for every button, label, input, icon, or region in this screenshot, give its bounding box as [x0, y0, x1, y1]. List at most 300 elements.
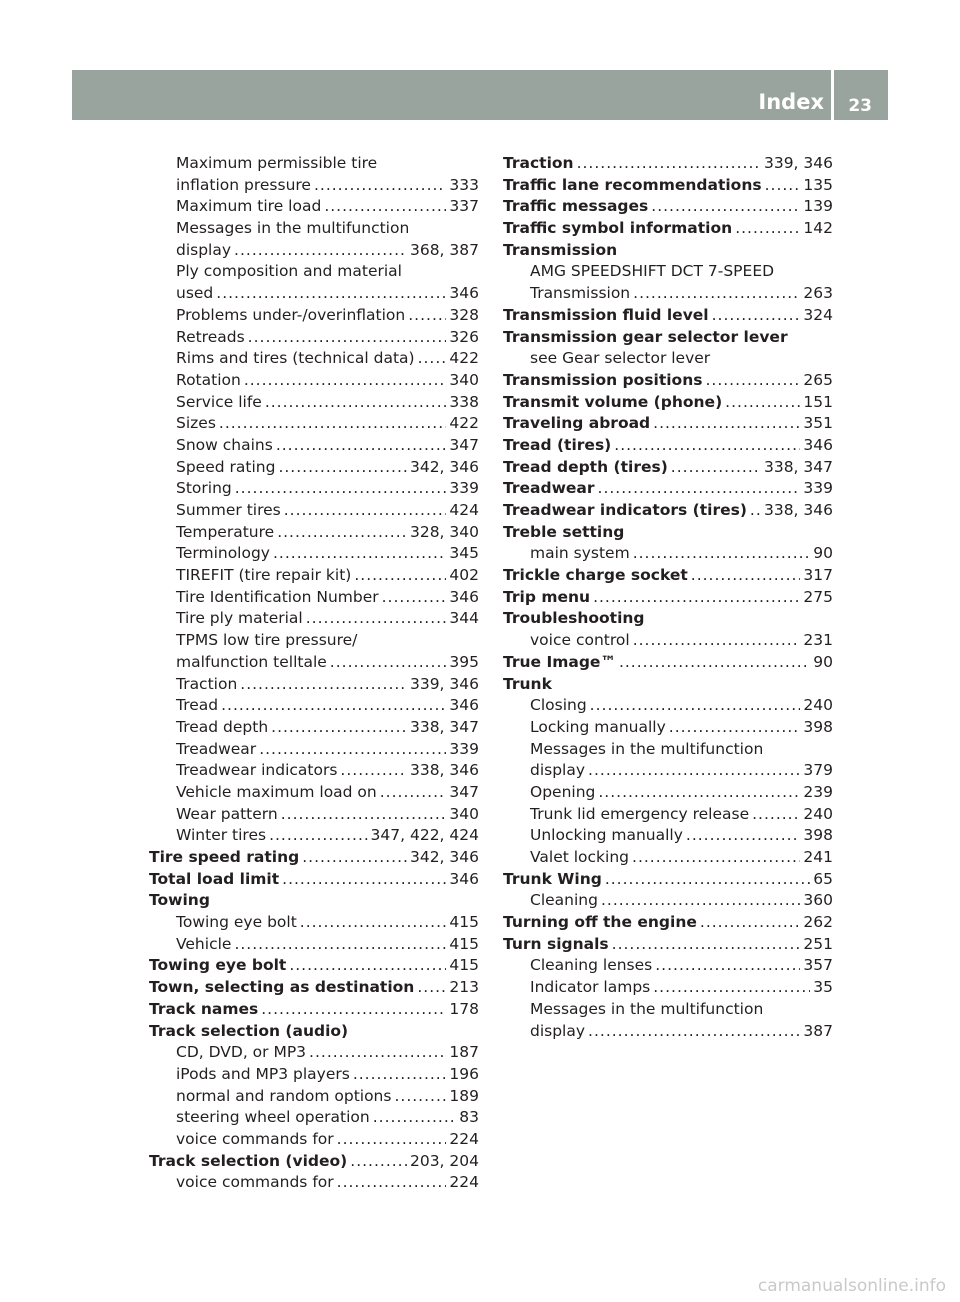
index-subentry [149, 392, 479, 414]
entry-page-ref: 241 [803, 848, 833, 866]
index-subentry [503, 977, 833, 999]
entry-label: Transmission [530, 284, 631, 303]
entry-label: Traffic messages [503, 197, 649, 216]
index-subentry [503, 890, 833, 912]
entry-label: Traction [503, 154, 574, 172]
entry-page-ref: 357 [803, 956, 833, 975]
entry-page-ref: 139 [803, 197, 833, 216]
entry-label: True Image™ [503, 652, 616, 671]
dot-leader [700, 912, 801, 934]
dot-leader [653, 413, 800, 435]
dot-leader [598, 478, 801, 500]
entry-label: Problems under-/overinflation [176, 305, 406, 324]
entry-label: Towing [149, 891, 210, 910]
dot-leader [281, 804, 447, 826]
index-entry [149, 890, 479, 912]
index-entry [503, 869, 833, 891]
index-subentry [149, 196, 479, 218]
entry-label: Valet locking [530, 848, 630, 866]
dot-leader [651, 196, 800, 218]
index-subentry [149, 305, 479, 327]
watermark: carmanualsonline.info [757, 1276, 946, 1296]
entry-page-ref: 263 [803, 284, 833, 303]
index-subentry [503, 283, 833, 305]
entry-label: Tread [176, 696, 219, 715]
entry-label: Tread depth (tires) [503, 457, 668, 476]
entry-page-ref: 240 [803, 804, 833, 823]
index-entry [503, 175, 833, 197]
index-entry [503, 565, 833, 587]
entry-label: Locking manually [530, 717, 666, 736]
index-entry [503, 500, 833, 522]
index-entry [149, 955, 479, 977]
entry-label: iPods and MP3 players [176, 1064, 350, 1083]
entry-page-ref: 187 [449, 1043, 479, 1062]
entry-page-ref: 178 [449, 999, 479, 1018]
entry-label: CD, DVD, or MP3 [176, 1043, 307, 1062]
dot-leader [752, 804, 800, 826]
entry-label: Traction [176, 674, 238, 693]
dot-leader [601, 890, 800, 912]
dot-leader [373, 1107, 457, 1129]
entry-label: Troubleshooting [503, 609, 645, 628]
index-subentry [149, 327, 479, 349]
entry-page-ref: 346 [449, 696, 479, 715]
index-subentry [149, 1042, 479, 1064]
index-subentry [149, 348, 479, 370]
entry-label: Messages in the multifunction [176, 219, 410, 238]
index-entry [149, 1021, 479, 1043]
dot-leader [289, 955, 446, 977]
dot-leader [669, 717, 801, 739]
entry-page-ref: 340 [449, 370, 479, 389]
entry-label: Rims and tires (technical data) [176, 349, 415, 368]
dot-leader [735, 218, 800, 240]
entry-page-ref: 422 [449, 349, 479, 368]
entry-page-ref: 189 [449, 1086, 479, 1105]
entry-page-ref: 351 [803, 414, 833, 433]
dot-leader [234, 240, 407, 262]
entry-label: Treadwear [176, 739, 257, 758]
entry-label: voice commands for [176, 1173, 334, 1192]
index-subentry [503, 999, 833, 1021]
index-entry [503, 218, 833, 240]
entry-label: Storing [176, 479, 232, 498]
entry-page-ref: 395 [449, 652, 479, 671]
index-entry [149, 977, 479, 999]
entry-label: Messages in the multifunction [530, 739, 764, 758]
entry-label: Traveling abroad [503, 414, 651, 433]
dot-leader [278, 457, 407, 479]
dot-leader [309, 1042, 446, 1064]
entry-page-ref: 342, 346 [409, 457, 479, 476]
entry-label: Unlocking manually [530, 826, 683, 845]
index-subentry [503, 695, 833, 717]
entry-label: Closing [530, 696, 587, 715]
entry-page-ref: 231 [803, 631, 833, 650]
dot-leader [261, 999, 446, 1021]
index-subentry [149, 1107, 479, 1129]
entry-label: Retreads [176, 327, 245, 346]
index-subentry [149, 522, 479, 544]
index-subentry [149, 804, 479, 826]
entry-label: Transmission [503, 240, 618, 259]
dot-leader [221, 695, 446, 717]
dot-leader [417, 977, 446, 999]
dot-leader [282, 869, 446, 891]
entry-page-ref: 326 [449, 327, 479, 346]
index-subentry [149, 674, 479, 696]
index-subentry [503, 955, 833, 977]
dot-leader [273, 543, 446, 565]
entry-page-ref: 275 [803, 587, 833, 606]
entry-label: Turning off the engine [503, 913, 697, 932]
index-subentry [503, 543, 833, 565]
dot-leader [324, 196, 446, 218]
entry-page-ref: 328, 340 [409, 522, 479, 541]
entry-label: used [176, 284, 214, 303]
dot-leader [614, 435, 800, 457]
dot-leader [598, 782, 800, 804]
entry-page-ref: 213 [449, 978, 479, 997]
entry-label: Trickle charge socket [503, 566, 688, 585]
dot-leader [686, 825, 801, 847]
entry-label: Cleaning lenses [530, 956, 653, 975]
entry-page-ref: 346 [449, 587, 479, 606]
entry-page-ref: 424 [449, 501, 479, 519]
entry-label: Cleaning [530, 891, 598, 910]
index-subentry [149, 825, 479, 847]
dot-leader [271, 717, 407, 739]
entry-label: Track names [149, 999, 259, 1018]
index-subentry [149, 717, 479, 739]
index-subentry [503, 1021, 833, 1043]
dot-leader [219, 413, 447, 435]
entry-label: malfunction telltale [176, 652, 327, 671]
section-title: Index [758, 90, 824, 114]
entry-page-ref: 340 [449, 804, 479, 823]
entry-label: Traffic lane recommendations [503, 175, 762, 194]
dot-leader [394, 1086, 446, 1108]
entry-label: main system [530, 544, 630, 563]
entry-page-ref: 317 [803, 566, 833, 585]
entry-label: Temperature [176, 522, 275, 541]
dot-leader [655, 955, 800, 977]
entry-page-ref: 224 [449, 1129, 479, 1148]
dot-leader [337, 1172, 447, 1194]
dot-leader [619, 652, 810, 674]
index-subentry [149, 218, 479, 240]
dot-leader [590, 695, 801, 717]
index-subentry [149, 782, 479, 804]
entry-page-ref: 339, 346 [409, 674, 479, 693]
index-subentry [149, 240, 479, 262]
index-entry [149, 1151, 479, 1173]
entry-page-ref: 333 [449, 175, 479, 194]
index-entry [503, 522, 833, 544]
header-divider [831, 70, 834, 120]
entry-label: see Gear selector lever [530, 349, 711, 368]
entry-page-ref: 346 [449, 284, 479, 303]
entry-label: Messages in the multifunction [530, 999, 764, 1018]
entry-page-ref: 338, 346 [409, 761, 479, 780]
dot-leader [750, 500, 761, 522]
index-subentry [149, 370, 479, 392]
index-subentry [149, 543, 479, 565]
dot-leader [691, 565, 801, 587]
entry-page-ref: 344 [449, 609, 479, 628]
index-entry [149, 847, 479, 869]
entry-page-ref: 338, 346 [763, 501, 833, 519]
entry-label: Opening [530, 782, 596, 801]
entry-label: Snow chains [176, 435, 273, 454]
dot-leader [765, 175, 801, 197]
entry-label: Vehicle [176, 934, 232, 953]
entry-label: Service life [176, 392, 262, 411]
entry-label: Trunk [503, 674, 552, 693]
dot-leader [265, 392, 447, 414]
entry-label: inflation pressure [176, 175, 311, 194]
entry-page-ref: 415 [449, 956, 479, 975]
dot-leader [633, 630, 801, 652]
entry-label: TIREFIT (tire repair kit) [176, 566, 352, 585]
dot-leader [705, 370, 800, 392]
dot-leader [354, 565, 446, 587]
entry-page-ref: 338, 347 [409, 717, 479, 736]
dot-leader [216, 283, 446, 305]
dot-leader [240, 674, 407, 696]
entry-page-ref: 415 [449, 934, 479, 953]
entry-label: steering wheel operation [176, 1108, 370, 1127]
index-subentry [149, 457, 479, 479]
index-subentry [149, 175, 479, 197]
entry-label: Rotation [176, 370, 241, 389]
index-subentry [149, 500, 479, 522]
entry-label: Transmission gear selector lever [503, 327, 788, 346]
index-entry [503, 435, 833, 457]
dot-leader [671, 457, 761, 479]
dot-leader [588, 760, 800, 782]
index-entry [503, 305, 833, 327]
index-entry [503, 413, 833, 435]
entry-label: Tread (tires) [503, 435, 612, 454]
entry-page-ref: 203, 204 [409, 1151, 479, 1170]
index-entry [503, 153, 833, 175]
entry-label: Ply composition and material [176, 262, 402, 281]
entry-label: Vehicle maximum load on [176, 782, 377, 801]
entry-label: Track selection (video) [149, 1151, 348, 1170]
entry-label: Transmit volume (phone) [503, 392, 723, 411]
entry-page-ref: 342, 346 [409, 848, 479, 866]
index-subentry [149, 652, 479, 674]
dot-leader [259, 739, 446, 761]
entry-page-ref: 387 [803, 1021, 833, 1040]
index-subentry [149, 565, 479, 587]
index-subentry [149, 630, 479, 652]
entry-label: Tire ply material [176, 609, 303, 628]
index-entry [149, 999, 479, 1021]
dot-leader [248, 327, 447, 349]
index-subentry [149, 478, 479, 500]
entry-label: Track selection (audio) [149, 1021, 349, 1040]
index-entry [503, 392, 833, 414]
entry-label: Winter tires [176, 826, 267, 845]
index-entry [503, 587, 833, 609]
entry-page-ref: 151 [803, 392, 833, 411]
dot-leader [284, 500, 447, 522]
entry-page-ref: 35 [813, 978, 833, 997]
index-subentry [149, 1064, 479, 1086]
dot-leader [725, 392, 800, 414]
index-subentry [149, 261, 479, 283]
index-entry [503, 912, 833, 934]
entry-label: Indicator lamps [530, 978, 651, 997]
dot-leader [330, 652, 447, 674]
index-column-left [149, 153, 479, 1194]
entry-page-ref: 346 [449, 869, 479, 888]
index-subentry [503, 804, 833, 826]
entry-label: display [176, 240, 232, 259]
entry-page-ref: 196 [449, 1064, 479, 1083]
entry-page-ref: 360 [803, 891, 833, 910]
entry-label: display [530, 761, 586, 780]
index-subentry [149, 1129, 479, 1151]
page-number: 23 [848, 96, 872, 116]
index-subentry [503, 630, 833, 652]
index-subentry [149, 608, 479, 630]
dot-leader [244, 370, 447, 392]
entry-page-ref: 368, 387 [409, 240, 479, 259]
entry-page-ref: 345 [449, 544, 479, 563]
entry-page-ref: 339, 346 [763, 154, 833, 172]
entry-page-ref: 398 [803, 717, 833, 736]
index-subentry [503, 261, 833, 283]
entry-page-ref: 339 [803, 479, 833, 498]
entry-page-ref: 338 [449, 392, 479, 411]
index-entry [503, 608, 833, 630]
entry-label: Wear pattern [176, 804, 278, 823]
index-subentry [149, 283, 479, 305]
dot-leader [350, 1151, 407, 1173]
dot-leader [306, 608, 447, 630]
entry-label: Maximum permissible tire [176, 154, 378, 172]
index-subentry [149, 435, 479, 457]
dot-leader [314, 175, 446, 197]
dot-leader [653, 977, 810, 999]
entry-page-ref: 239 [803, 782, 833, 801]
entry-page-ref: 224 [449, 1173, 479, 1192]
dot-leader [577, 153, 761, 175]
dot-leader [408, 305, 446, 327]
index-entry [503, 652, 833, 674]
dot-leader [302, 847, 407, 869]
index-subentry [503, 782, 833, 804]
entry-page-ref: 347 [449, 782, 479, 801]
entry-page-ref: 135 [803, 175, 833, 194]
dot-leader [340, 760, 407, 782]
entry-page-ref: 337 [449, 197, 479, 216]
dot-leader [380, 782, 447, 804]
index-subentry [149, 912, 479, 934]
entry-label: Towing eye bolt [149, 956, 287, 975]
entry-page-ref: 339 [449, 739, 479, 758]
entry-page-ref: 347 [449, 435, 479, 454]
entry-label: Sizes [176, 414, 216, 433]
index-subentry [503, 847, 833, 869]
index-column-right [503, 153, 833, 1042]
entry-label: Speed rating [176, 457, 276, 476]
dot-leader [277, 522, 407, 544]
index-entry [503, 457, 833, 479]
entry-label: Traffic symbol information [503, 219, 733, 238]
entry-label: Trunk Wing [503, 869, 602, 888]
index-subentry [503, 348, 833, 370]
entry-page-ref: 265 [803, 370, 833, 389]
entry-label: normal and random options [176, 1086, 392, 1105]
entry-label: Turn signals [503, 934, 609, 953]
entry-label: Trip menu [503, 587, 591, 606]
entry-page-ref: 90 [813, 652, 833, 671]
entry-label: Transmission positions [503, 370, 703, 389]
entry-page-ref: 90 [813, 544, 833, 563]
index-subentry [503, 739, 833, 761]
index-entry [149, 869, 479, 891]
dot-leader [234, 934, 446, 956]
entry-page-ref: 346 [803, 435, 833, 454]
entry-page-ref: 398 [803, 826, 833, 845]
index-entry [503, 327, 833, 349]
index-subentry [149, 153, 479, 175]
entry-page-ref: 262 [803, 913, 833, 932]
entry-page-ref: 379 [803, 761, 833, 780]
entry-label: Summer tires [176, 501, 281, 519]
dot-leader [337, 1129, 447, 1151]
entry-page-ref: 402 [449, 566, 479, 585]
page-header [72, 70, 888, 120]
index-subentry [149, 1086, 479, 1108]
dot-leader [593, 587, 800, 609]
index-entry [503, 196, 833, 218]
dot-leader [605, 869, 810, 891]
dot-leader [712, 305, 801, 327]
dot-leader [588, 1021, 800, 1043]
entry-page-ref: 328 [449, 305, 479, 324]
index-entry [503, 240, 833, 262]
index-subentry [503, 717, 833, 739]
index-subentry [149, 695, 479, 717]
index-entry [503, 370, 833, 392]
index-subentry [149, 587, 479, 609]
entry-label: Tire Identification Number [176, 587, 379, 606]
entry-page-ref: 338, 347 [763, 457, 833, 476]
entry-label: Treadwear [503, 479, 595, 498]
entry-label: Treadwear indicators (tires) [503, 501, 747, 519]
entry-label: Terminology [176, 544, 270, 563]
entry-label: TPMS low tire pressure/ [176, 631, 358, 650]
entry-label: Town, selecting as destination [149, 978, 415, 997]
entry-page-ref: 422 [449, 414, 479, 433]
entry-page-ref: 83 [459, 1108, 479, 1127]
entry-label: display [530, 1021, 586, 1040]
entry-label: AMG SPEEDSHIFT DCT 7-SPEED [530, 262, 775, 281]
dot-leader [633, 543, 811, 565]
index-entry [503, 478, 833, 500]
index-subentry [149, 1172, 479, 1194]
entry-label: Towing eye bolt [176, 913, 297, 932]
index-entry [503, 934, 833, 956]
entry-page-ref: 415 [449, 913, 479, 932]
entry-label: voice control [530, 631, 630, 650]
